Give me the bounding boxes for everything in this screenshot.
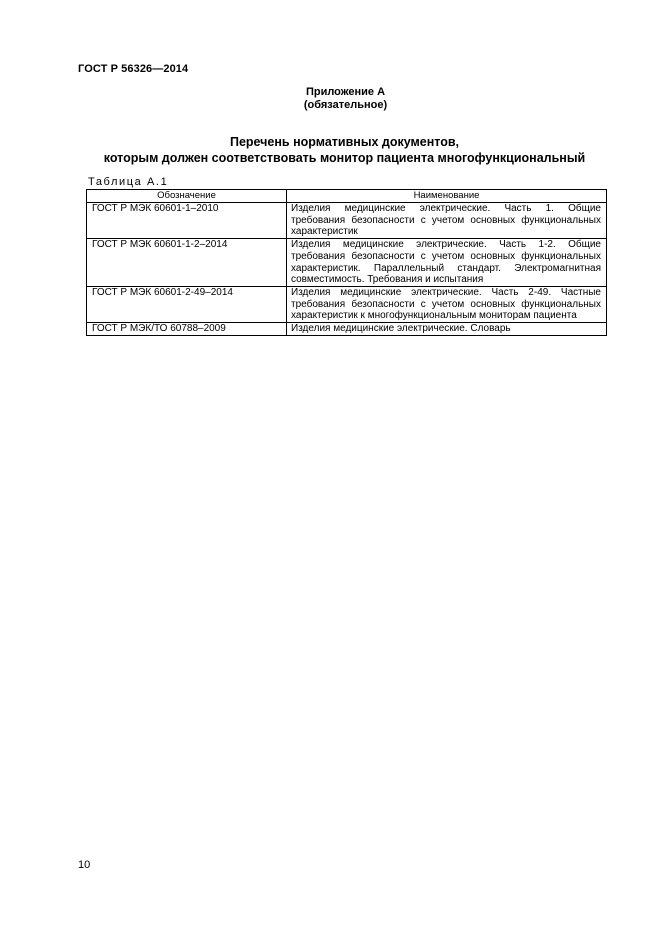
document-code: ГОСТ Р 56326—2014 bbox=[78, 63, 189, 75]
title-cell: Изделия медицинские электрические. Часть 1. Общие требования безопасности с учетом основных функциональных характеристик bbox=[287, 203, 607, 239]
designation-cell: ГОСТ Р МЭК 60601-1–2010 bbox=[87, 203, 287, 239]
column-header-designation: Обозначение bbox=[87, 190, 287, 203]
section-heading bbox=[0, 134, 661, 166]
table-caption: Таблица А.1 bbox=[88, 176, 169, 188]
page-number: 10 bbox=[78, 859, 91, 871]
table-row bbox=[87, 203, 607, 239]
column-header-name: Наименование bbox=[287, 190, 607, 203]
designation-cell: ГОСТ Р МЭК/ТО 60788–2009 bbox=[87, 323, 287, 336]
designation-cell: ГОСТ Р МЭК 60601-2-49–2014 bbox=[87, 286, 287, 322]
table-row bbox=[87, 286, 607, 322]
table-header-row bbox=[87, 190, 607, 203]
table-row bbox=[87, 239, 607, 287]
designation-cell: ГОСТ Р МЭК 60601-1-2–2014 bbox=[87, 239, 287, 287]
appendix-title: Приложение А bbox=[305, 86, 386, 98]
title-cell: Изделия медицинские электрические. Часть 1-2. Общие требования безопасности с учетом основных функциональных характеристик. Параллельный стандарт. Электромагнитная совместимость. Требования и испытания bbox=[287, 239, 607, 287]
title-cell: Изделия медицинские электрические. Словарь bbox=[287, 323, 607, 336]
heading-line-2: которым должен соответствовать монитор пациента многофункциональный bbox=[103, 151, 586, 165]
appendix-status: (обязательное) bbox=[303, 99, 388, 111]
table-row bbox=[87, 323, 607, 336]
reference-documents-table bbox=[86, 189, 607, 336]
heading-line-1: Перечень нормативных документов, bbox=[229, 135, 460, 149]
title-cell: Изделия медицинские электрические. Часть 2-49. Частные требования безопасности с учетом основных функциональных характеристик к многофункциональным мониторам пациента bbox=[287, 286, 607, 322]
appendix-header bbox=[0, 86, 661, 112]
